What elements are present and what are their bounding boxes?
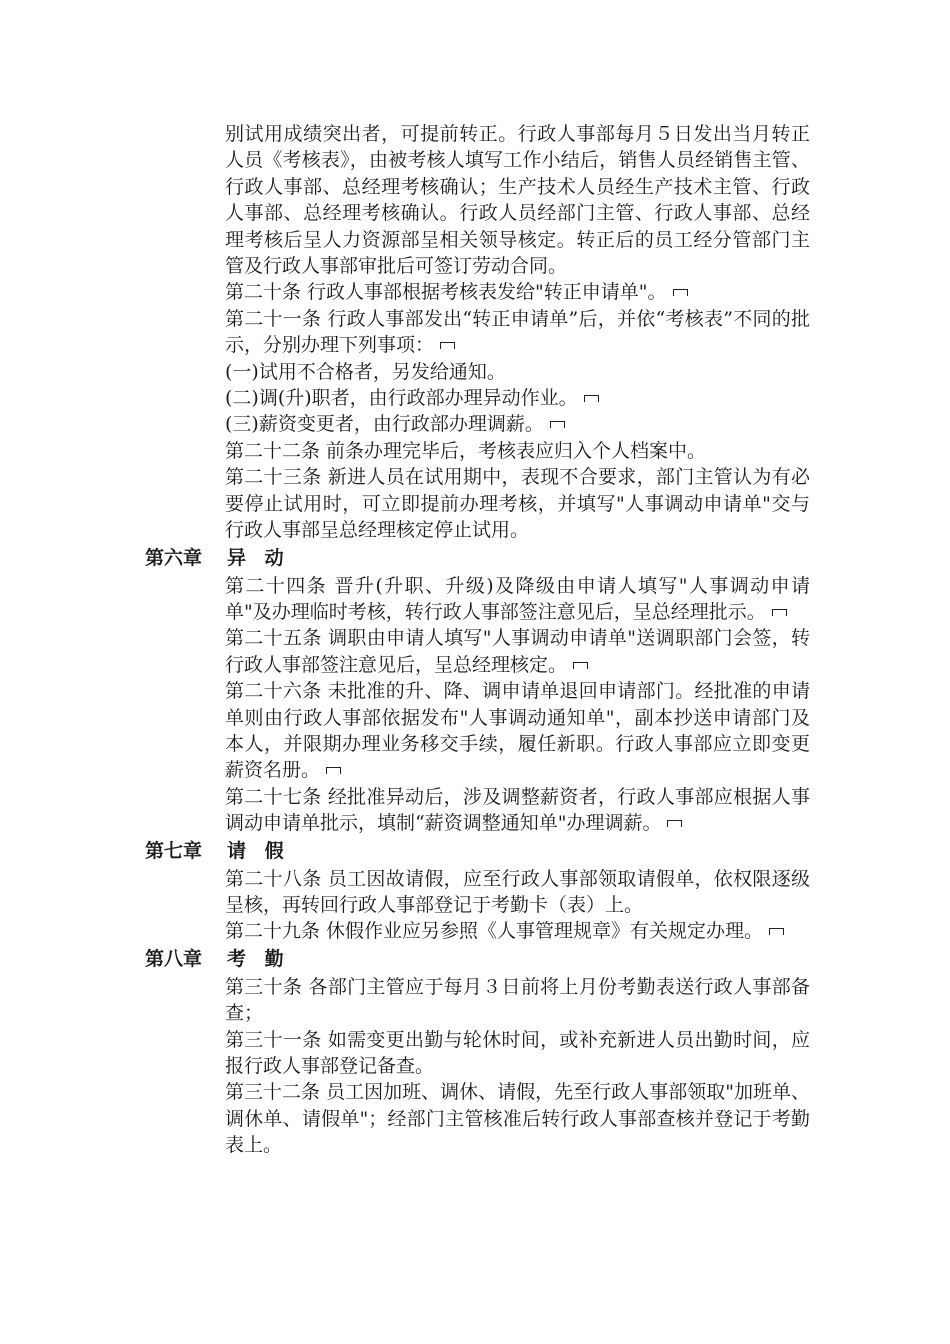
paragraph-mark-icon bbox=[550, 421, 565, 428]
paragraph-mark-icon bbox=[326, 767, 341, 774]
article-25 bbox=[225, 625, 810, 678]
paragraph-text: 第二十六条 未批准的升、降、调申请单退回申请部门。经批准的申请单则由行政人事部依据发布"人事调动通知单"，副本抄送申请部门及本人，并限期办理业务移交手续，履任新职。行政人事部应立即变更薪资名册。 bbox=[225, 680, 810, 782]
paragraph-text: 第二十七条 经批准异动后，涉及调整薪资者，行政人事部应根据人事调动申请单批示，填制“薪资调整通知单"办理调薪。 bbox=[225, 785, 810, 835]
chapter-title: 考 勤 bbox=[227, 947, 290, 970]
paragraph-text: 第二十条 行政人事部根据考核表发给"转正申请单"。 bbox=[225, 281, 667, 304]
article-20 bbox=[225, 279, 810, 305]
article-28: 第二十八条 员工因故请假，应至行政人事部领取请假单，依权限逐级呈核，再转回行政人事部登记于考勤卡（表）上。 bbox=[225, 867, 810, 916]
chapter-number: 第六章 bbox=[145, 546, 203, 569]
chapter-title: 请 假 bbox=[227, 839, 290, 862]
document-body bbox=[145, 121, 835, 1159]
article-27 bbox=[225, 784, 810, 837]
paragraph-mark-icon bbox=[667, 820, 682, 827]
paragraph-mark-icon bbox=[584, 395, 599, 402]
chapter-heading-7 bbox=[145, 837, 835, 866]
article-21 bbox=[225, 306, 810, 359]
chapter-number: 第八章 bbox=[145, 947, 203, 970]
article-32: 第三十二条 员工因加班、调休、请假，先至行政人事部领取"加班单、调休单、请假单"；经部门主管核准后转行政人事部查核并登记于考勤表上。 bbox=[225, 1081, 810, 1157]
paragraph-mark-icon bbox=[769, 928, 784, 935]
article-23: 第二十三条 新进人员在试用期中，表现不合要求，部门主管认为有必要停止试用时，可立即提前办理考核，并填写"人事调动申请单"交与行政人事部呈总经理核定停止试用。 bbox=[225, 466, 810, 542]
paragraph-text: 第二十一条 行政人事部发出“转正申请单”后，并依“考核表”不同的批示，分别办理下列事项： bbox=[225, 307, 810, 357]
paragraph: 别试用成绩突出者，可提前转正。行政人事部每月５日发出当月转正人员《考核表》，由被考核人填写工作小结后，销售人员经销售主管、行政人事部、总经理考核确认；生产技术人员经生产技术主管、行政人事部、总经理考核确认。行政人员经部门主管、行政人事部、总经理考核后呈人力资源部呈相关领导核定。转正后的员工经分管部门主管及行政人事部审批后可签订劳动合同。 bbox=[225, 123, 810, 278]
article-24 bbox=[225, 573, 810, 626]
paragraph-text: (二)调(升)职者，由行政部办理异动作业。 bbox=[225, 387, 578, 410]
article-22: 第二十二条 前条办理完毕后，考核表应归入个人档案中。 bbox=[225, 439, 707, 462]
paragraph-mark-icon bbox=[673, 289, 688, 296]
list-item-2 bbox=[225, 385, 810, 411]
list-item-1: (一)试用不合格者，另发给通知。 bbox=[225, 360, 506, 383]
paragraph-text: (三)薪资变更者，由行政部办理调薪。 bbox=[225, 413, 544, 436]
article-26 bbox=[225, 678, 810, 784]
chapter-title: 异 动 bbox=[227, 546, 290, 569]
paragraph-mark-icon bbox=[573, 662, 588, 669]
chapter-heading-6 bbox=[145, 544, 835, 573]
paragraph-mark-icon bbox=[440, 342, 455, 349]
list-item-3 bbox=[225, 411, 810, 437]
paragraph-mark-icon bbox=[772, 609, 787, 616]
chapter-number: 第七章 bbox=[145, 839, 203, 862]
article-31: 第三十一条 如需变更出勤与轮休时间，或补充新进人员出勤时间，应报行政人事部登记备查。 bbox=[225, 1028, 810, 1077]
paragraph-text: 第二十九条 休假作业应另参照《人事管理规章》有关规定办理。 bbox=[225, 920, 764, 943]
paragraph-text: 第二十五条 调职由申请人填写"人事调动申请单"送调职部门会签，转行政人事部签注意见后，呈总经理核定。 bbox=[225, 627, 810, 676]
article-30: 第三十条 各部门主管应于每月３日前将上月份考勤表送行政人事部备查； bbox=[225, 975, 810, 1025]
paragraph-text: 第二十四条 晋升(升职、升级)及降级由申请人填写"人事调动申请单"及办理临时考核，转行政人事部签注意见后，呈总经理批示。 bbox=[225, 574, 810, 623]
chapter-heading-8 bbox=[145, 945, 835, 974]
article-29 bbox=[225, 918, 810, 944]
